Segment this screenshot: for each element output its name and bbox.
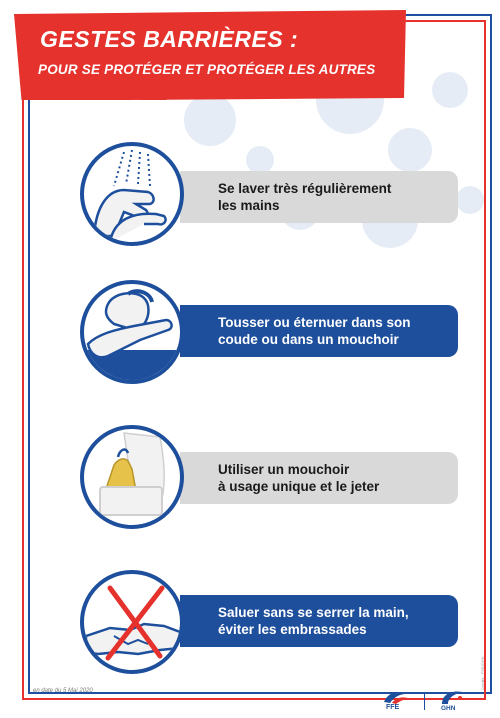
gesture-label-box bbox=[180, 452, 458, 504]
logo-divider bbox=[424, 692, 425, 710]
tissue-box-icon bbox=[80, 425, 184, 529]
gesture-text-line2: éviter les embrassades bbox=[218, 622, 367, 637]
gesture-text-line1: Utiliser un mouchoir bbox=[218, 462, 350, 477]
gesture-row-handwashing bbox=[0, 142, 500, 252]
gesture-text-line2: coude ou dans un mouchoir bbox=[218, 332, 399, 347]
gesture-text-line2: les mains bbox=[218, 198, 280, 213]
gesture-text-line1: Tousser ou éternuer dans son bbox=[218, 315, 411, 330]
hand-washing-icon bbox=[80, 142, 184, 246]
ghn-logo-text: GHN bbox=[441, 705, 456, 712]
date-note: en date du 5 Mai 2020 bbox=[33, 688, 93, 694]
gesture-label-box bbox=[180, 171, 458, 223]
ffe-logo-text: FFE bbox=[386, 704, 400, 711]
cough-elbow-icon bbox=[80, 280, 184, 384]
footer-logos bbox=[378, 688, 474, 714]
ghn-logo bbox=[432, 688, 472, 714]
gesture-label-box bbox=[180, 595, 458, 647]
poster-title: GESTES BARRIÈRES : bbox=[40, 26, 299, 52]
poster-subtitle: POUR SE PROTÉGER ET PROTÉGER LES AUTRES bbox=[38, 62, 376, 77]
gesture-text-line2: à usage unique et le jeter bbox=[218, 479, 380, 494]
gesture-row-tissue bbox=[0, 425, 500, 535]
gesture-text-line1: Saluer sans se serrer la main, bbox=[218, 605, 409, 620]
no-handshake-icon bbox=[80, 570, 184, 674]
gesture-label-box bbox=[180, 305, 458, 357]
ffe-logo bbox=[378, 688, 418, 714]
gesture-row-cough bbox=[0, 280, 500, 390]
side-credit: Crédits : FFE/GHN bbox=[480, 656, 485, 690]
title-banner bbox=[8, 10, 408, 100]
gesture-text-line1: Se laver très régulièrement bbox=[218, 181, 392, 196]
gesture-row-handshake bbox=[0, 570, 500, 680]
